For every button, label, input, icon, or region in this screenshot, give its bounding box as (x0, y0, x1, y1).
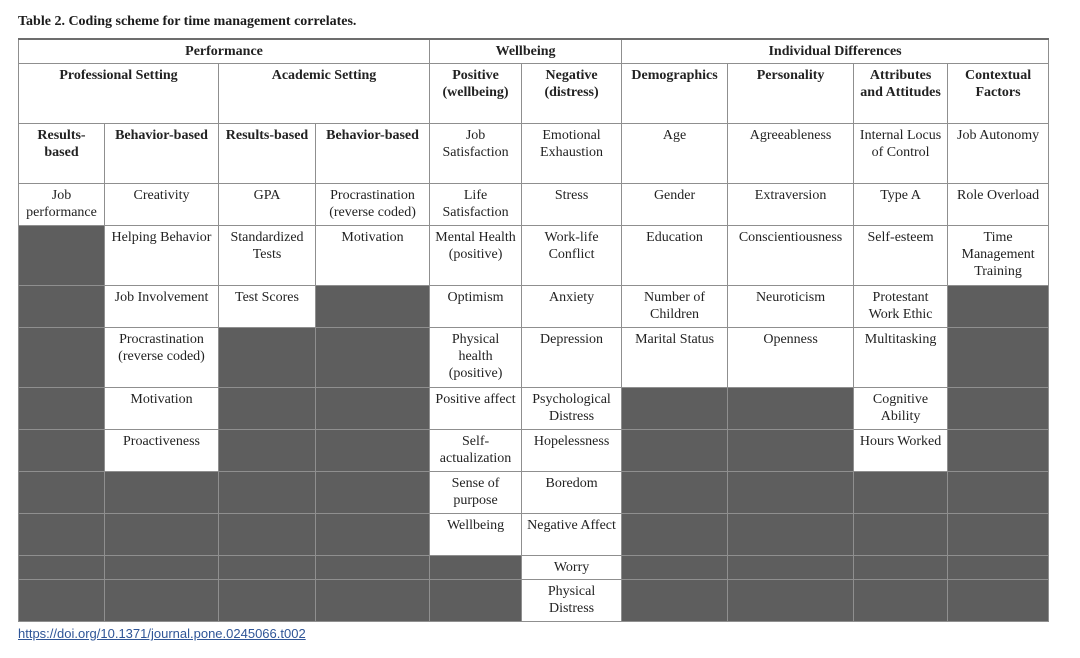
empty-cell (948, 328, 1049, 388)
table-cell: Depression (522, 328, 622, 388)
table-cell: Agreeableness (728, 124, 854, 184)
empty-cell (622, 472, 728, 514)
table-row (19, 124, 1049, 184)
table-cell: Motivation (105, 388, 219, 430)
table-cell: Multitasking (854, 328, 948, 388)
empty-cell (622, 430, 728, 472)
empty-cell (728, 472, 854, 514)
empty-cell (19, 472, 105, 514)
table-cell: Life Satisfaction (430, 184, 522, 226)
subheader-demographics: Demographics (622, 64, 728, 124)
group-header-wellbeing: Wellbeing (430, 39, 622, 64)
empty-cell (316, 388, 430, 430)
subheader-attributes: Attributes and Attitudes (854, 64, 948, 124)
table-cell: Hopelessness (522, 430, 622, 472)
table-cell: Motivation (316, 226, 430, 286)
empty-cell (622, 580, 728, 622)
table-cell: Extraversion (728, 184, 854, 226)
empty-cell (316, 556, 430, 580)
table-cell: Negative Affect (522, 514, 622, 556)
empty-cell (316, 430, 430, 472)
empty-cell (622, 556, 728, 580)
empty-cell (854, 556, 948, 580)
table-cell: Boredom (522, 472, 622, 514)
empty-cell (219, 514, 316, 556)
table-cell: Openness (728, 328, 854, 388)
table-cell: Job Autonomy (948, 124, 1049, 184)
table-cell: Proactiveness (105, 430, 219, 472)
table-row (19, 556, 1049, 580)
empty-cell (854, 580, 948, 622)
table-row (19, 430, 1049, 472)
empty-cell (219, 580, 316, 622)
empty-cell (728, 556, 854, 580)
empty-cell (219, 556, 316, 580)
table-cell: Protestant Work Ethic (854, 286, 948, 328)
table-row (19, 328, 1049, 388)
table-cell: Test Scores (219, 286, 316, 328)
empty-cell (622, 514, 728, 556)
empty-cell (105, 514, 219, 556)
table-cell: Education (622, 226, 728, 286)
table-cell: Anxiety (522, 286, 622, 328)
table-cell: Stress (522, 184, 622, 226)
empty-cell (948, 388, 1049, 430)
table-cell: GPA (219, 184, 316, 226)
table-cell: Self-esteem (854, 226, 948, 286)
empty-cell (728, 388, 854, 430)
subheader-positive: Positive (wellbeing) (430, 64, 522, 124)
empty-cell (728, 514, 854, 556)
table-row (19, 286, 1049, 328)
table-cell: Age (622, 124, 728, 184)
empty-cell (19, 328, 105, 388)
empty-cell (430, 556, 522, 580)
column-subheader: Behavior-based (316, 124, 430, 184)
table-cell: Gender (622, 184, 728, 226)
table-cell: Physical health (positive) (430, 328, 522, 388)
table-cell: Number of Children (622, 286, 728, 328)
empty-cell (948, 580, 1049, 622)
table-cell: Mental Health (positive) (430, 226, 522, 286)
table-row (19, 580, 1049, 622)
table-cell: Emotional Exhaustion (522, 124, 622, 184)
table-cell: Job performance (19, 184, 105, 226)
subheader-academic-setting: Academic Setting (219, 64, 430, 124)
empty-cell (19, 556, 105, 580)
table-cell: Psychological Distress (522, 388, 622, 430)
empty-cell (728, 580, 854, 622)
table-row (19, 472, 1049, 514)
table-cell: Type A (854, 184, 948, 226)
table-cell: Procrastination (reverse coded) (105, 328, 219, 388)
table-row (19, 388, 1049, 430)
subheader-professional-setting: Professional Setting (19, 64, 219, 124)
table-cell: Helping Behavior (105, 226, 219, 286)
empty-cell (105, 472, 219, 514)
empty-cell (948, 556, 1049, 580)
table-cell: Positive affect (430, 388, 522, 430)
table-cell: Cognitive Ability (854, 388, 948, 430)
table-cell: Physical Distress (522, 580, 622, 622)
table-cell: Role Overload (948, 184, 1049, 226)
coding-scheme-table (18, 38, 1049, 622)
empty-cell (316, 328, 430, 388)
empty-cell (316, 472, 430, 514)
table-cell: Marital Status (622, 328, 728, 388)
empty-cell (430, 580, 522, 622)
empty-cell (948, 430, 1049, 472)
table-cell: Self-actualization (430, 430, 522, 472)
doi-link[interactable]: https://doi.org/10.1371/journal.pone.0245066.t002 (18, 626, 306, 641)
empty-cell (854, 514, 948, 556)
table-cell: Sense of purpose (430, 472, 522, 514)
empty-cell (19, 514, 105, 556)
subheader-personality: Personality (728, 64, 854, 124)
empty-cell (105, 556, 219, 580)
table-cell: Optimism (430, 286, 522, 328)
table-cell: Internal Locus of Control (854, 124, 948, 184)
column-subheader: Results-based (219, 124, 316, 184)
empty-cell (622, 388, 728, 430)
empty-cell (105, 580, 219, 622)
table-cell: Creativity (105, 184, 219, 226)
table-cell: Neuroticism (728, 286, 854, 328)
table-cell: Worry (522, 556, 622, 580)
empty-cell (219, 472, 316, 514)
empty-cell (948, 514, 1049, 556)
empty-cell (19, 286, 105, 328)
empty-cell (948, 472, 1049, 514)
column-subheader: Results-based (19, 124, 105, 184)
empty-cell (854, 472, 948, 514)
table-cell: Job Involvement (105, 286, 219, 328)
empty-cell (316, 286, 430, 328)
empty-cell (728, 430, 854, 472)
table-row (19, 184, 1049, 226)
subheader-negative: Negative (distress) (522, 64, 622, 124)
subheader-contextual: Contextual Factors (948, 64, 1049, 124)
column-subheader: Behavior-based (105, 124, 219, 184)
empty-cell (316, 580, 430, 622)
empty-cell (219, 430, 316, 472)
table-row (19, 514, 1049, 556)
empty-cell (19, 430, 105, 472)
empty-cell (219, 388, 316, 430)
empty-cell (19, 580, 105, 622)
empty-cell (19, 226, 105, 286)
table-cell: Procrastination (reverse coded) (316, 184, 430, 226)
table-row (19, 226, 1049, 286)
table-caption: Table 2. Coding scheme for time management correlates. (18, 14, 357, 29)
empty-cell (316, 514, 430, 556)
table-cell: Job Satisfaction (430, 124, 522, 184)
group-header-individual-differences: Individual Differences (622, 39, 1049, 64)
empty-cell (19, 388, 105, 430)
table-cell: Time Management Training (948, 226, 1049, 286)
empty-cell (948, 286, 1049, 328)
group-header-performance: Performance (19, 39, 430, 64)
table-cell: Standardized Tests (219, 226, 316, 286)
table-cell: Hours Worked (854, 430, 948, 472)
empty-cell (219, 328, 316, 388)
table-body (19, 124, 1049, 622)
table-cell: Work-life Conflict (522, 226, 622, 286)
table-cell: Conscientiousness (728, 226, 854, 286)
table-cell: Wellbeing (430, 514, 522, 556)
